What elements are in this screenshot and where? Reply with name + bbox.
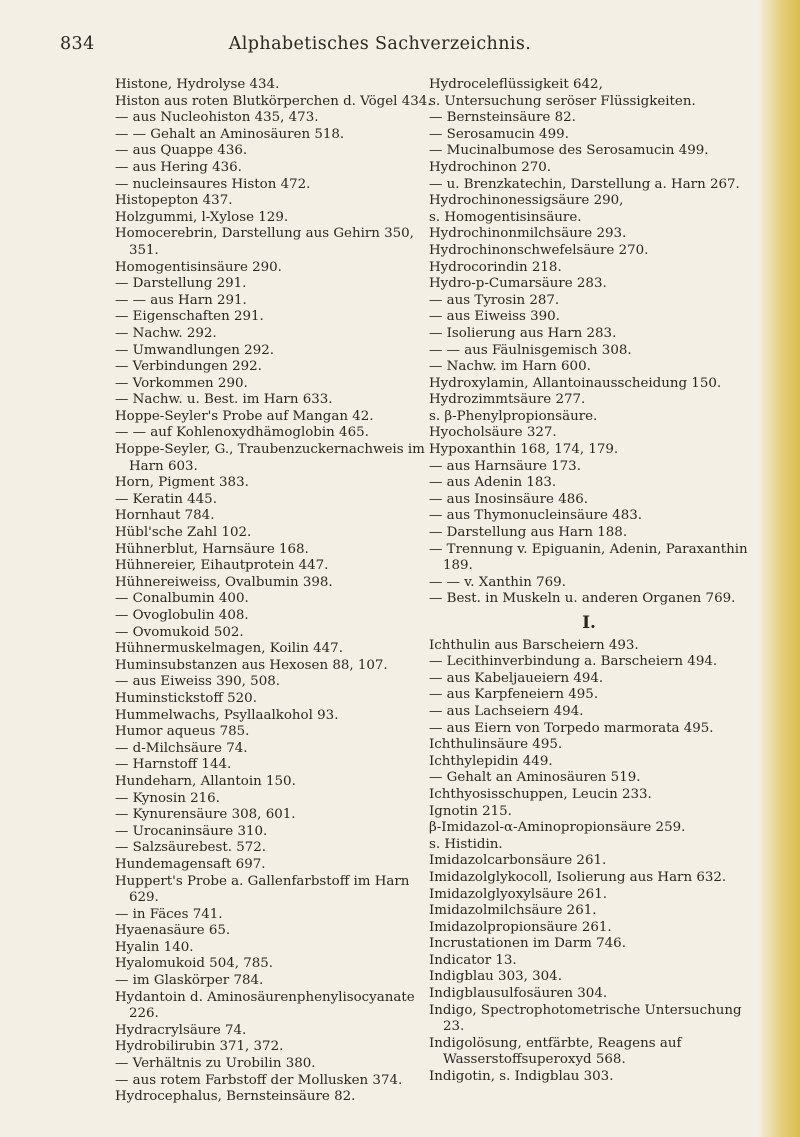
index-entry: — aus Tyrosin 287. [429, 292, 560, 308]
index-entry: Hühnereier, Eihautprotein 447. [115, 558, 329, 574]
index-entry: — Bernsteinsäure 82. [429, 110, 576, 126]
index-entry: — in Fäces 741. [115, 906, 223, 922]
section-heading-letter: I. [582, 613, 596, 633]
index-entry: — Harnstoff 144. [115, 757, 232, 773]
index-entry: — Umwandlungen 292. [115, 342, 274, 358]
index-entry: — aus Eiweiss 390, 508. [115, 674, 280, 690]
index-entry: Hoppe-Seyler, G., Traubenzuckernachweis im Harn 603. [115, 442, 425, 474]
index-entry: β-Imidazol-α-Aminopropionsäure 259. [429, 820, 686, 836]
index-entry: Hydantoin d. Aminosäurenphenylisocyanate 226. [115, 989, 415, 1022]
index-entry: — aus Adenin 183. [429, 475, 557, 491]
index-entry: Homogentisinsäure 290. [115, 259, 282, 275]
index-entry: Indigblausulfosäuren 304. [429, 986, 608, 1002]
index-entry: s. Untersuchung seröser Flüssigkeiten. [429, 93, 696, 109]
index-entry: Ignotin 215. [429, 803, 512, 819]
index-entry: s. β-Phenylpropionsäure. [429, 408, 598, 424]
index-entry: Indigo, Spectrophotometrische Untersuchung 23. [429, 1002, 742, 1035]
index-entry: Imidazolmilchsäure 261. [429, 903, 597, 919]
index-entry: Imidazolpropionsäure 261. [429, 919, 612, 935]
index-entry: — Darstellung aus Harn 188. [429, 525, 628, 541]
index-entry: Humor aqueus 785. [115, 724, 250, 740]
index-entry: — aus Lachseiern 494. [429, 703, 584, 719]
index-entry: — Verhältnis zu Urobilin 380. [115, 1056, 316, 1072]
index-entry: Horn, Pigment 383. [115, 475, 249, 491]
index-entry: — nucleinsaures Histon 472. [115, 176, 311, 192]
index-entry: — — auf Kohlenoxydhämoglobin 465. [115, 425, 369, 441]
index-entry: Imidazolglyoxylsäure 261. [429, 886, 607, 902]
index-entry: Hübl'sche Zahl 102. [115, 525, 252, 541]
index-entry: Hydrozimmtsäure 277. [429, 392, 586, 408]
index-entry: Huminstickstoff 520. [115, 690, 257, 706]
index-entry: — aus Inosinsäure 486. [429, 491, 589, 507]
index-column-left [115, 77, 435, 1106]
index-entry: — Isolierung aus Harn 283. [429, 325, 617, 341]
index-entry: — Salzsäurebest. 572. [115, 840, 267, 856]
index-entry: — Keratin 445. [115, 491, 217, 507]
index-entry: — — aus Harn 291. [115, 292, 247, 308]
index-entry: Indicator 13. [429, 952, 517, 968]
index-entry: Holzgummi, l-Xylose 129. [115, 209, 289, 225]
index-entry: Histon aus roten Blutkörperchen d. Vögel 434. [115, 93, 432, 109]
page-title: Alphabetisches Sachverzeichnis. [228, 34, 532, 54]
index-entry: s. Homogentisinsäure. [429, 209, 582, 225]
index-entry: Hyaenasäure 65. [115, 923, 231, 939]
index-entry: Hydrocorindin 218. [429, 259, 562, 275]
index-entry: Hyocholsäure 327. [429, 425, 557, 441]
index-entry: Imidazolcarbonsäure 261. [429, 853, 607, 869]
index-entry: Ichthyosisschuppen, Leucin 233. [429, 786, 652, 802]
index-entry: — Nachw. 292. [115, 325, 217, 341]
index-entry: Hundemagensaft 697. [115, 856, 266, 872]
index-entry: — aus Harnsäure 173. [429, 458, 581, 474]
index-entry: Hydrobilirubin 371, 372. [115, 1039, 284, 1055]
index-entry: Hühnereiweiss, Ovalbumin 398. [115, 574, 333, 590]
index-entry: Hydracrylsäure 74. [115, 1022, 247, 1038]
index-entry: — aus Nucleohiston 435, 473. [115, 110, 319, 126]
index-entry: — Nachw. u. Best. im Harn 633. [115, 392, 333, 408]
index-entry: Huminsubstanzen aus Hexosen 88, 107. [115, 657, 388, 673]
index-entry: — aus Eiern von Torpedo marmorata 495. [429, 720, 714, 736]
index-entry: Hundeharn, Allantoin 150. [115, 773, 296, 789]
index-entry: Indigotin, s. Indigblau 303. [429, 1069, 614, 1085]
index-entry: — aus Eiweiss 390. [429, 309, 560, 325]
index-entry: Hydroxylamin, Allantoinausscheidung 150. [429, 375, 722, 391]
index-entry: — — Gehalt an Aminosäuren 518. [115, 126, 345, 142]
index-entry: Histopepton 437. [115, 193, 233, 209]
index-entry: — Best. in Muskeln u. anderen Organen 769. [429, 591, 736, 607]
index-entry: — Ovomukoid 502. [115, 624, 244, 640]
index-entry: — — aus Fäulnisgemisch 308. [429, 342, 632, 358]
index-entry: — Serosamucin 499. [429, 126, 569, 142]
index-column-right [429, 77, 749, 1086]
index-entry: — aus rotem Farbstoff der Mollusken 374. [115, 1072, 403, 1088]
index-entry: Hydrochinon 270. [429, 159, 552, 175]
running-header [60, 34, 720, 56]
index-entry: Hydrochinonessigsäure 290, [429, 193, 624, 209]
index-entry: — Mucinalbumose des Serosamucin 499. [429, 143, 709, 159]
index-entry: Hoppe-Seyler's Probe auf Mangan 42. [115, 408, 374, 424]
index-entry: — aus Kabeljaueiern 494. [429, 670, 604, 686]
index-entry: — aus Hering 436. [115, 159, 242, 175]
index-entry: — im Glaskörper 784. [115, 973, 264, 989]
index-entry: Hydro-p-Cumarsäure 283. [429, 276, 607, 292]
index-right-bottom [429, 638, 749, 1086]
index-entry: — d-Milchsäure 74. [115, 740, 248, 756]
index-entry: Ichthylepidin 449. [429, 753, 553, 769]
index-entry: — Vorkommen 290. [115, 375, 248, 391]
index-entry: s. Histidin. [429, 836, 503, 852]
index-entry: Imidazolglykocoll, Isolierung aus Harn 632. [429, 869, 727, 885]
index-entry: — Urocaninsäure 310. [115, 823, 268, 839]
index-entry: — Nachw. im Harn 600. [429, 359, 591, 375]
index-entry: — Trennung v. Epiguanin, Adenin, Paraxanthin 189. [429, 541, 748, 574]
index-entry: — Eigenschaften 291. [115, 309, 264, 325]
index-entry: Hühnerblut, Harnsäure 168. [115, 541, 309, 557]
index-entry: — aus Karpfeneiern 495. [429, 687, 599, 703]
index-entry: — aus Quappe 436. [115, 143, 248, 159]
index-entry: Homocerebrin, Darstellung aus Gehirn 350, 351. [115, 226, 414, 258]
index-entry: — — v. Xanthin 769. [429, 574, 566, 590]
index-entry: Hydrochinonmilchsäure 293. [429, 226, 627, 242]
index-entry: Ichthulin aus Barscheiern 493. [429, 637, 639, 653]
index-entry: Ichthulinsäure 495. [429, 737, 563, 753]
index-entry: Hyalin 140. [115, 939, 194, 955]
index-entry: — u. Brenzkatechin, Darstellung a. Harn 267. [429, 176, 740, 192]
index-entry: — Kynurensäure 308, 601. [115, 807, 296, 823]
index-entry: Huppert's Probe a. Gallenfarbstoff im Harn 629. [115, 873, 410, 906]
index-entry: Histone, Hydrolyse 434. [115, 77, 280, 92]
index-entry: — Conalbumin 400. [115, 591, 249, 607]
index-entry: Hyalomukoid 504, 785. [115, 956, 274, 972]
index-entry: Hypoxanthin 168, 174, 179. [429, 442, 619, 458]
index-entry: — Gehalt an Aminosäuren 519. [429, 770, 641, 786]
index-entry: Hummelwachs, Psyllaalkohol 93. [115, 707, 339, 723]
page-edge-discoloration [758, 0, 800, 1137]
page-number: 834 [60, 34, 95, 54]
index-entry: — Lecithinverbindung a. Barscheiern 494. [429, 654, 718, 670]
index-entry: Hydrochinonschwefelsäure 270. [429, 242, 649, 258]
index-entry: — Darstellung 291. [115, 276, 247, 292]
index-entry: — Ovoglobulin 408. [115, 608, 249, 623]
index-entry: Indigblau 303, 304. [429, 969, 562, 985]
index-entry: Hydroceleflüssigkeit 642, [429, 77, 603, 92]
index-entry: — aus Thymonucleinsäure 483. [429, 508, 643, 524]
index-entry: — Verbindungen 292. [115, 359, 262, 375]
index-right-top [429, 77, 749, 608]
index-entry: Incrustationen im Darm 746. [429, 936, 626, 952]
index-entry: Indigolösung, entfärbte, Reagens auf Wasserstoffsuperoxyd 568. [429, 1035, 682, 1068]
index-entry: Hydrocephalus, Bernsteinsäure 82. [115, 1089, 356, 1105]
index-entry: — Kynosin 216. [115, 790, 220, 806]
index-entry: Hornhaut 784. [115, 508, 215, 524]
index-entry: Hühnermuskelmagen, Koilin 447. [115, 641, 343, 657]
